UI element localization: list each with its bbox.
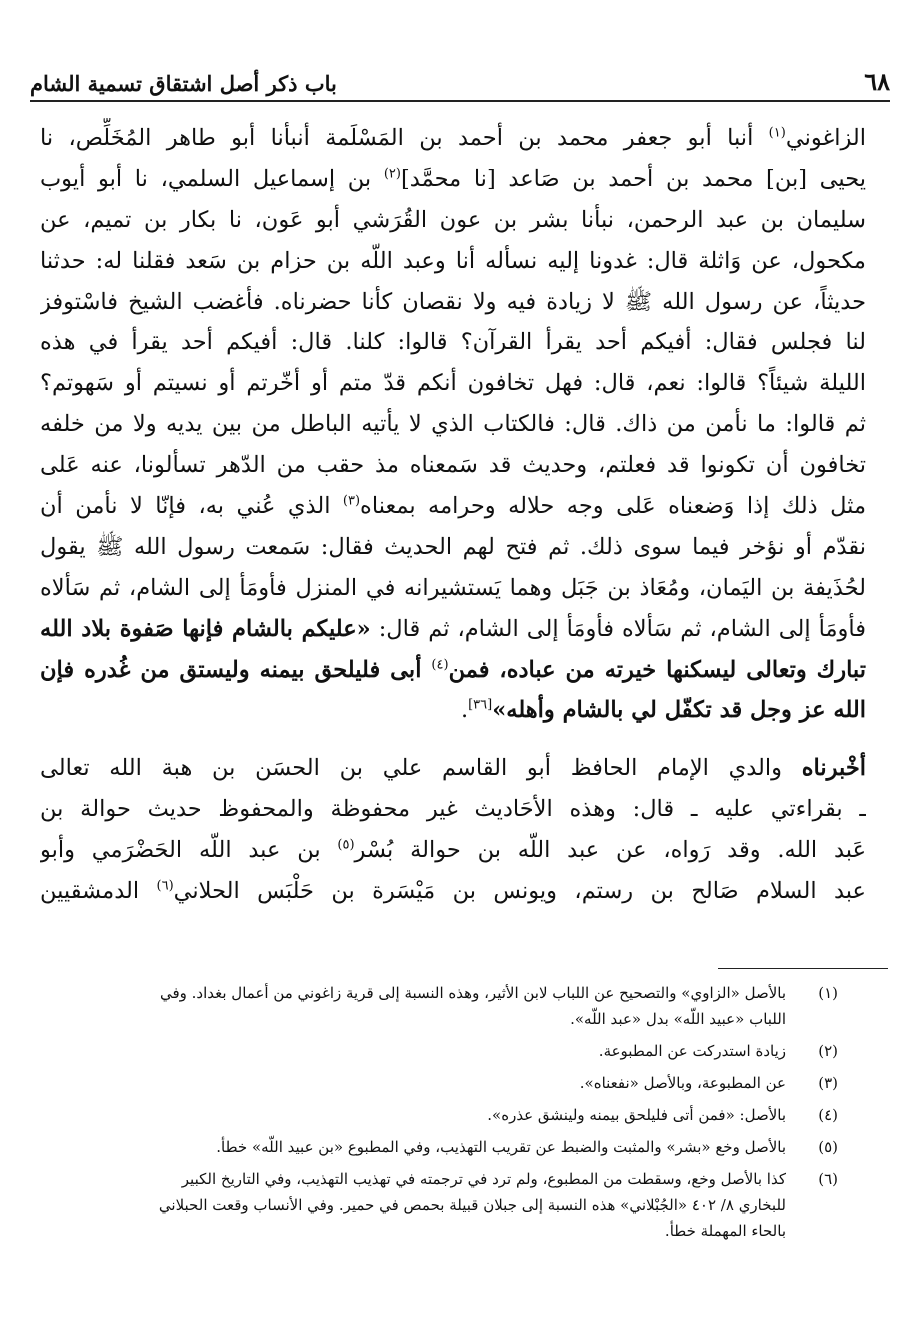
text-run: ـ بقراءتي عليه ـ قال: وهذه الأحَاديث غير محفوظة والمحفوظ حديث حوالة بن [40,796,866,823]
footnote-marker: (٥) [337,837,355,853]
text-run: فأومَأ إلى الشام، ثم سَألاه فأومَأ إلى الشام، ثم قال: [370,615,866,642]
footnote-marker: (٣) [342,493,361,509]
text-run: تخافون أن تكونوا قد فعلتم، وحديث قد سَمعناه مذ حقب من الدّهر تسألونا، عنه عَلى [40,452,866,479]
text-line [40,445,866,486]
text-line [40,241,866,282]
page-header [30,56,890,96]
page-number: ٦٨ [864,67,890,96]
text-line [40,118,866,159]
text-run: مكحول، عن وَاثلة قال: غدونا إليه نسأله أنا وعبد اللّه بن حزام بن سَعد فقلنا له: حدثنا [40,247,866,274]
footnote-text: بالحاء المهملة خطأ. [664,1222,786,1240]
text-run: أبى فليلحق بيمنه وليستق من غُدره فإن [40,656,432,683]
footnote [56,1166,838,1244]
footnote-number: (٤) [818,1106,838,1124]
text-run: الليلة شيئاً؟ قالوا: نعم، قال: فهل تخافون أنكم قدّ متم أو أخّرتم أو نسيتم أو سَهوتم؟ [40,370,866,397]
header-rule [30,100,890,102]
footnote-number: (٥) [818,1138,838,1156]
footnote-marker: (٤) [431,657,449,673]
text-line [40,609,866,650]
footnote-number: (٢) [818,1042,838,1060]
text-run: لنا فجلس فقال: أفيكم أحد يقرأ القرآن؟ قالوا: كلنا. قال: أفيكم أحد يقرأ في هذه [40,329,866,356]
footnote-number: (١) [818,984,838,1002]
footnote-text: كذا بالأصل وخع، وسقطت من المطبوع، ولم ترد في ترجمته في تهذيب التهذيب، وفي التاريخ الكبير [181,1170,786,1188]
text-run: يحيى [بن] محمد بن أحمد بن صَاعد [نا محمَّد] [400,165,866,192]
text-line [40,322,866,363]
text-run: لحُذَيفة بن اليَمان، ومُعَاذ بن جَبَل وهما يَستشيرانه في المنزل فأومَأ إلى الشام، ثم سَألاه [40,574,866,601]
text-run: بن عبد اللّه الحَضْرَمي وأبو [40,837,338,864]
footnote-text: بالأصل «الزاوي» والتصحيح عن اللباب لابن الأثير، وهذه النسبة إلى قرية زاغوني من أعمال بغداد. وفي [159,984,786,1002]
text-line [40,363,866,404]
text-line [40,200,866,241]
text-line [40,527,866,568]
text-run: حديثاً، عن رسول الله ﷺ لا زيادة فيه ولا نقصان كأنا حضرناه. فأغضب الشيخ فاسْتوفز [40,288,866,315]
text-run: الله عز وجل قد تكفّل لي بالشام وأهله» [492,697,866,724]
footnote [56,1102,838,1128]
text-line [40,650,866,691]
footnote-text: اللباب «عبيد اللّه» بدل «عبد اللّه». [570,1010,786,1028]
footnote-number: (٣) [818,1074,838,1092]
text-run: «عليكم بالشام فإنها صَفوة بلاد الله [40,615,371,642]
text-line [40,282,866,323]
text-run: عَبد الله. وقد رَواه، عن عبد اللّه بن حوالة بُسْر [354,837,866,864]
text-line [40,404,866,445]
main-text [40,118,866,912]
text-line [40,871,866,912]
text-line [40,159,866,200]
text-run: والدي الإمام الحافظ أبو القاسم علي بن الحسَن بن هبة الله تعالى [40,755,802,782]
text-line [40,690,866,731]
footnote-text: زيادة استدركت عن المطبوعة. [598,1042,786,1060]
footnote-marker: [٣٦] [468,697,493,713]
text-line [40,789,866,830]
text-run: سليمان بن عبد الرحمن، نبأنا بشر بن عون القُرَشي أبو عَون، نا بكار بن تميم، عن [40,206,866,233]
footnote-marker: (٦) [156,878,174,894]
footnote-marker: (١) [768,125,786,141]
footnotes [56,980,838,1250]
footnote-text: عن المطبوعة، وبالأصل «نفعناه». [579,1074,786,1092]
text-run: الذي عُني به، فإنّا لا نأمن أن [40,493,343,520]
text-run: . [460,697,469,724]
footnote [56,1070,838,1096]
running-title: باب ذكر أصل اشتقاق تسمية الشام [30,71,337,96]
text-run: أنبا أبو جعفر محمد بن أحمد بن المَسْلَمة أنبأنا أبو طاهر المُخَلِّص، نا [40,125,769,151]
footnote-text: بالأصل وخع «بشر» والمثبت والضبط عن تقريب التهذيب، وفي المطبوع «بن عبيد اللّه» خطأ. [216,1138,786,1156]
text-line [40,748,866,789]
text-run: عبد السلام صَالح بن رستم، ويونس بن مَيْسَرة بن حَلْبَس الحلاني [173,878,866,905]
text-run: الدمشقيين [40,878,157,905]
text-run: تبارك وتعالى ليسكنها خيرته من عباده، فمن [448,656,866,683]
text-line [40,486,866,527]
text-line [40,830,866,871]
footnote [56,980,838,1032]
footnote-separator [718,968,888,969]
text-run: مثل ذلك إذا وَضعناه عَلى وجه حلاله وحرامه بمعناه [360,493,866,520]
text-run: نقدّم أو نؤخر فيما سوى ذلك. ثم فتح لهم الحديث فقال: سَمعت رسول الله ﷺ يقول [40,533,866,560]
footnote-marker: (٢) [383,166,401,182]
footnote [56,1038,838,1064]
text-run: الزاغوني [785,125,866,151]
footnote [56,1134,838,1160]
footnote-number: (٦) [818,1170,838,1188]
footnote-text: للبخاري ٨/ ٤٠٢ «الجُبْلاني» هذه النسبة إلى جبلان قبيلة بحمص في حمير. وفي الأنساب وقعت الحبلاني [158,1196,786,1214]
text-run: أخْبرناه [801,755,866,782]
text-run: بن إسماعيل السلمي، نا أبو أيوب [40,165,384,192]
text-run: ثم قالوا: ما نأمن من ذاك. قال: فالكتاب الذي لا يأتيه الباطل من بين يديه ولا من خلفه [40,411,866,438]
text-line [40,568,866,609]
footnote-text: بالأصل: «فمن أتى فليلحق بيمنه ولينشق عذره». [487,1106,786,1124]
